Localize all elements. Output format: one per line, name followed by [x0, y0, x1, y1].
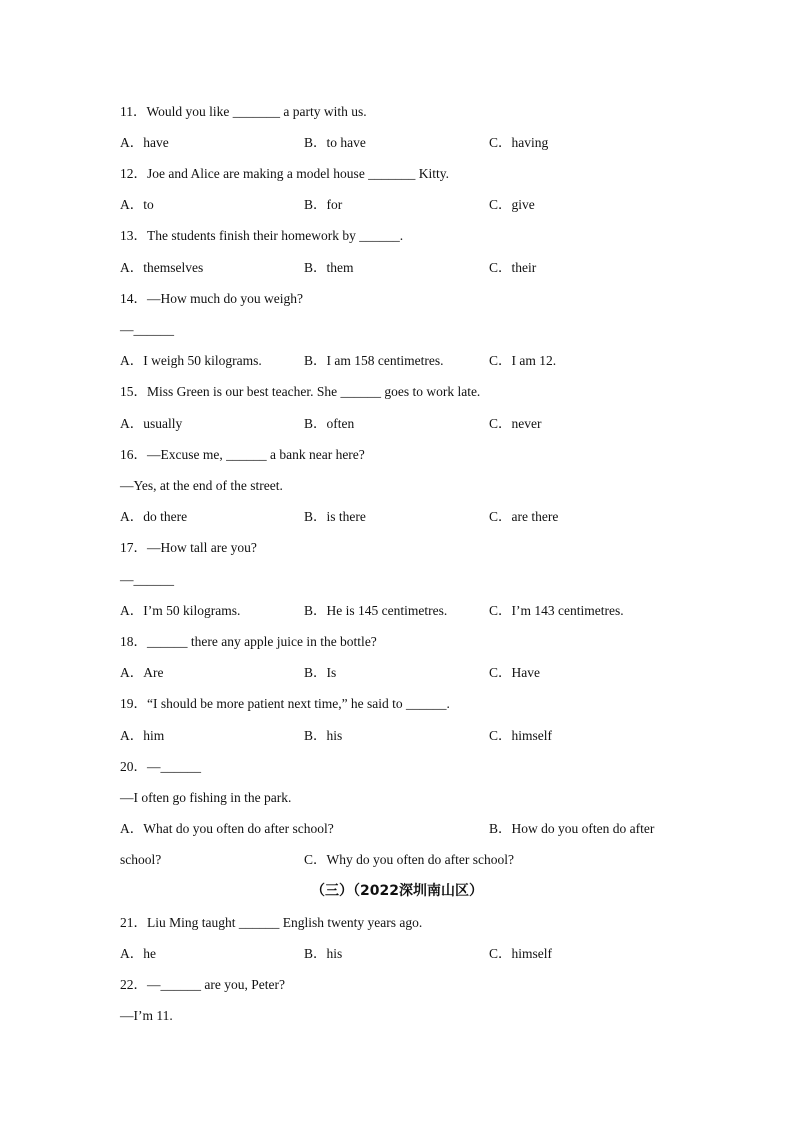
- question-15-option-a: A．usually: [120, 416, 183, 431]
- question-17-option-c: C．I’m 143 centimetres.: [489, 603, 624, 618]
- question-12-option-a: A．to: [120, 197, 154, 212]
- question-13-option-a: A．themselves: [120, 260, 204, 275]
- question-19-option-b: B．his: [304, 728, 343, 743]
- question-21-option-c: C．himself: [489, 946, 552, 961]
- question-13-option-b: B．them: [304, 260, 354, 275]
- question-20-response: —I often go fishing in the park.: [120, 790, 292, 805]
- question-15-option-b: B．often: [304, 416, 355, 431]
- question-15-option-c: C．never: [489, 416, 542, 431]
- question-11-stem: 11．Would you like _______ a party with us.: [120, 104, 367, 119]
- question-17-answer-blank: —______: [120, 572, 174, 587]
- question-18-option-a: A．Are: [120, 665, 164, 680]
- question-14-answer-blank: —______: [120, 322, 174, 337]
- question-20-option-b: B．How do you often do after: [489, 821, 655, 836]
- question-22-response: —I’m 11.: [120, 1008, 173, 1023]
- question-16-option-b: B．is there: [304, 509, 366, 524]
- question-18-stem: 18．______ there any apple juice in the bottle?: [120, 634, 377, 649]
- question-18-option-b: B．Is: [304, 665, 337, 680]
- question-16-response: —Yes, at the end of the street.: [120, 478, 283, 493]
- question-14-option-b: B．I am 158 centimetres.: [304, 353, 444, 368]
- question-14-option-a: A．I weigh 50 kilograms.: [120, 353, 262, 368]
- question-21-option-b: B．his: [304, 946, 343, 961]
- question-19-option-c: C．himself: [489, 728, 552, 743]
- question-12-stem: 12．Joe and Alice are making a model house _______ Kitty.: [120, 166, 450, 181]
- question-11-option-a: A．have: [120, 135, 169, 150]
- question-12-option-c: C．give: [489, 197, 535, 212]
- question-12-option-b: B．for: [304, 197, 343, 212]
- question-20-option-a: A．What do you often do after school?: [120, 821, 334, 836]
- question-14-option-c: C．I am 12.: [489, 353, 557, 368]
- question-11-option-b: B．to have: [304, 135, 366, 150]
- question-17-option-a: A．I’m 50 kilograms.: [120, 603, 241, 618]
- question-19-stem: 19．“I should be more patient next time,” he said to ______.: [120, 696, 450, 711]
- question-20-option-b-continued: school?: [120, 852, 162, 867]
- section-heading: （三）（2022深圳南山区）: [311, 883, 483, 899]
- question-22-stem: 22．—______ are you, Peter?: [120, 977, 285, 992]
- question-19-option-a: A．him: [120, 728, 165, 743]
- question-16-option-a: A．do there: [120, 509, 188, 524]
- question-13-option-c: C．their: [489, 260, 537, 275]
- question-21-stem: 21．Liu Ming taught ______ English twenty years ago.: [120, 915, 423, 930]
- question-16-option-c: C．are there: [489, 509, 559, 524]
- question-15-stem: 15．Miss Green is our best teacher. She ______ goes to work late.: [120, 384, 481, 399]
- question-20-option-c: C．Why do you often do after school?: [304, 852, 514, 867]
- question-21-option-a: A．he: [120, 946, 156, 961]
- question-17-stem: 17．—How tall are you?: [120, 540, 257, 555]
- question-16-stem: 16．—Excuse me, ______ a bank near here?: [120, 447, 365, 462]
- question-13-stem: 13．The students finish their homework by ______.: [120, 228, 404, 243]
- question-17-option-b: B．He is 145 centimetres.: [304, 603, 448, 618]
- question-18-option-c: C．Have: [489, 665, 540, 680]
- question-20-stem: 20．—______: [120, 759, 201, 774]
- question-11-option-c: C．having: [489, 135, 549, 150]
- question-14-stem: 14．—How much do you weigh?: [120, 291, 303, 306]
